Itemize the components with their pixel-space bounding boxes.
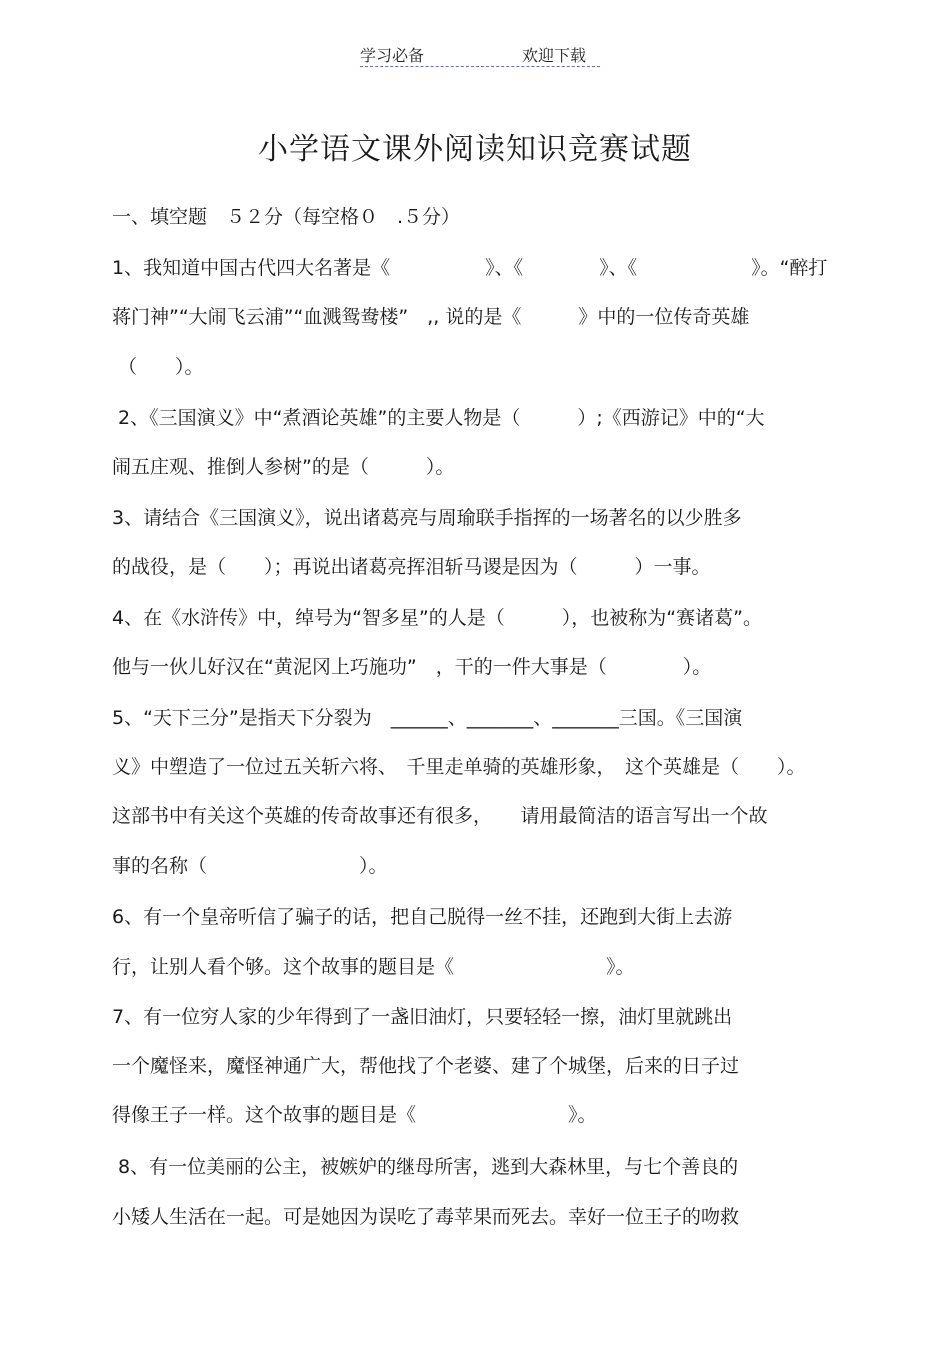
question-2-line-1: 2、《三国演义》中“煮酒论英雄”的主要人物是（ ）;《西游记》中的“大	[112, 407, 765, 429]
header-right-text: 欢迎下载	[522, 46, 587, 65]
question-3-line-2: 的战役，是（ ）；再说出诸葛亮挥泪斩马谡是因为（ ）一事。	[112, 556, 711, 578]
header-left-text: 学习必备	[360, 46, 425, 65]
question-7-line-3: 得像王子一样。这个故事的题目是《 》。	[112, 1104, 597, 1126]
question-7-line-2: 一个魔怪来，魔怪神通广大，帮他找了个老婆、建了个城堡，后来的日子过	[112, 1055, 740, 1077]
question-5-line-1: 5、“天下三分”是指天下分裂为 ______、_______、_______三国。《三国演	[112, 707, 743, 729]
page-header	[360, 42, 600, 67]
question-6-line-2: 行，让别人看个够。这个故事的题目是《 》。	[112, 956, 635, 978]
question-1-line-3: （ ）。	[112, 356, 204, 378]
question-5-line-4: 事的名称（ ）。	[112, 855, 388, 877]
question-4-line-1: 4、在《水浒传》中，绰号为“智多星”的人是（ ），也被称为“赛诸葛”。	[112, 607, 762, 629]
question-7-line-1: 7、有一位穷人家的少年得到了一盏旧油灯，只要轻轻一擦，油灯里就跳出	[112, 1006, 733, 1028]
question-1-line-2: 蒋门神”“大闹飞云浦”“血溅鸳鸯楼” ,, 说的是《 》中的一位传奇英雄	[112, 306, 750, 328]
section-heading: 一、填空题 ５２分（每空格０ .５分）	[112, 206, 461, 228]
question-8-line-2: 小矮人生活在一起。可是她因为误吃了毒苹果而死去。幸好一位王子的吻救	[112, 1206, 740, 1228]
question-3-line-1: 3、请结合《三国演义》，说出诸葛亮与周瑜联手指挥的一场著名的以少胜多	[112, 507, 742, 529]
question-6-line-1: 6、有一个皇帝听信了骗子的话，把自己脱得一丝不挂，还跑到大街上去游	[112, 906, 733, 928]
question-2-line-2: 闹五庄观、推倒人参树”的是（ ）。	[112, 456, 455, 478]
question-5-line-3: 这部书中有关这个英雄的传奇故事还有很多， 请用最简洁的语言写出一个故	[112, 805, 768, 827]
document-title: 小学语文课外阅读知识竞赛试题	[258, 132, 692, 167]
question-8-line-1: 8、有一位美丽的公主，被嫉妒的继母所害，逃到大森林里，与七个善良的	[112, 1156, 739, 1178]
question-5-line-2: 义》中塑造了一位过五关斩六将、 千里走单骑的英雄形象， 这个英雄是（ ）。	[112, 756, 806, 778]
question-4-line-2: 他与一伙儿好汉在“黄泥冈上巧施功” ，干的一件大事是（ ）。	[112, 656, 712, 678]
question-1-line-1: 1、我知道中国古代四大名著是《 》、《 》、《 》。“醉打	[112, 257, 828, 279]
